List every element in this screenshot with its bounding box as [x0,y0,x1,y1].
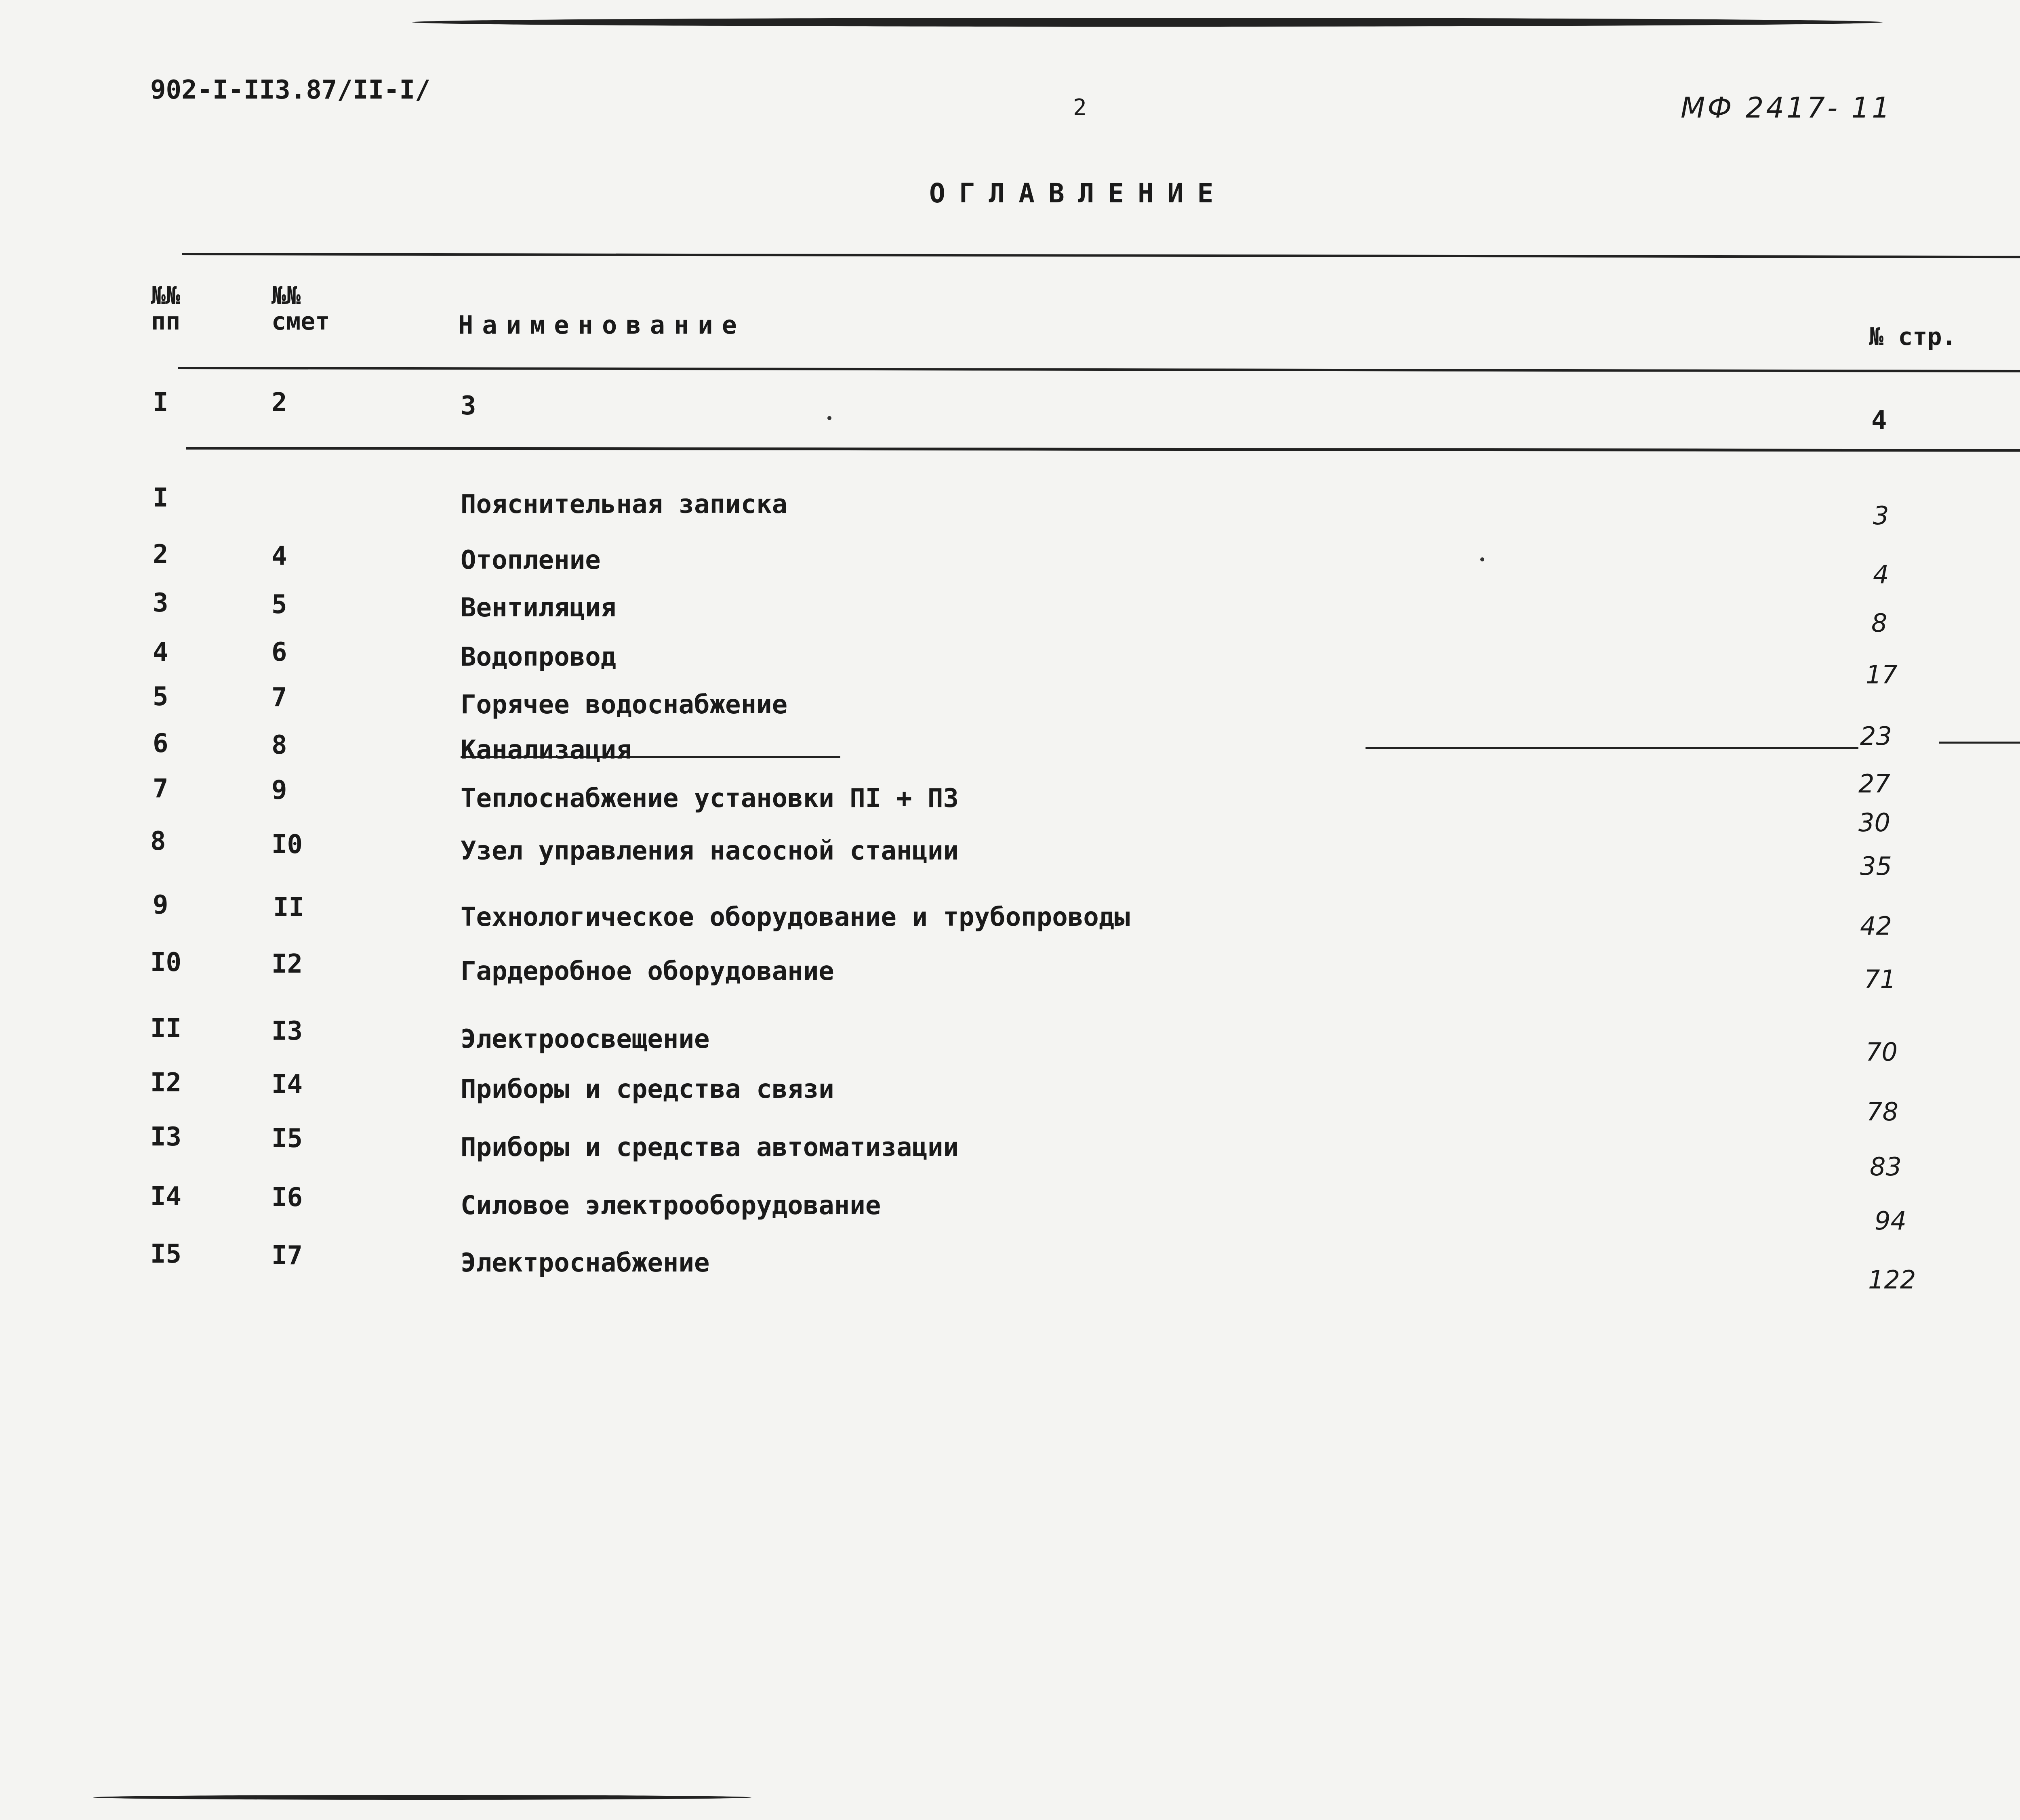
row-number: 6 [153,729,168,759]
row-number: I3 [150,1122,182,1152]
row-name: Электроосвещение [461,1024,710,1054]
document-code: МФ 2417- 11 [1681,91,1892,124]
row-number: I2 [150,1068,182,1098]
row-page: 94 [1875,1206,1906,1236]
column-number-3: 3 [461,391,476,421]
row-page: 78 [1866,1097,1898,1126]
column-numbers-rule [186,447,2020,452]
row-name: Узел управления насосной станции [461,836,959,866]
row-smeta: I4 [271,1070,303,1099]
row-smeta: I7 [271,1241,303,1271]
row-smeta: II [273,893,305,923]
row-page: 3 [1873,501,1889,530]
column-header-smeta-bottom: смет [271,307,330,336]
row-number: 7 [153,774,168,804]
column-header-number-bottom: пп [151,307,181,336]
row-name: Гардеробное оборудование [461,956,834,986]
row-page: 122 [1868,1265,1916,1295]
row-name: Водопровод [461,642,617,672]
row-page: 83 [1870,1152,1902,1181]
row-number: I5 [150,1239,182,1269]
row-smeta: I5 [271,1124,303,1154]
row-page: 8 [1871,608,1887,638]
scan-speck [827,416,831,420]
row-number: II [150,1014,182,1044]
row-name: Теплоснабжение установки ПI + П3 [461,784,959,813]
page-number: 2 [1073,95,1087,121]
column-header-number-top: №№ [151,282,181,310]
row-name: Пояснительная записка [461,490,788,519]
row-number: 2 [153,540,168,570]
row-name: Приборы и средства автоматизации [461,1133,959,1162]
row-page: 70 [1866,1037,1898,1067]
row-smeta: I0 [271,830,303,860]
table-top-rule [182,253,2020,258]
column-header-page: № стр. [1869,323,1957,351]
row-number: 4 [153,637,168,667]
row-name: Отопление [461,545,601,575]
row-page: 4 [1873,560,1889,589]
row-smeta: I6 [271,1183,303,1213]
column-header-smeta-top: №№ [271,282,301,310]
row-smeta: I3 [271,1016,303,1046]
scan-speck [1480,557,1484,561]
row-number: 9 [153,890,168,920]
top-scan-edge [412,18,1883,27]
row-number: I0 [150,948,182,977]
row-name: Горячее водоснабжение [461,690,788,720]
row-number: I [153,483,168,513]
row-number: I4 [150,1182,182,1212]
row-page: 35 [1860,851,1892,881]
row-smeta: 6 [271,637,287,667]
column-header-smeta [271,283,330,334]
row-smeta: 4 [271,541,287,571]
scan-streak-right [1939,742,2020,744]
row-page: 27 [1858,769,1890,799]
document-number: 902-I-II3.87/II-I/ [150,75,431,105]
row-page: 23 [1860,721,1892,751]
row-name: Вентиляция [461,593,617,623]
row-smeta: 5 [271,590,287,620]
row-smeta: 8 [271,730,287,760]
row-page: 30 [1858,808,1890,837]
row-number: 3 [153,588,168,618]
row-name: Канализация [461,735,632,765]
column-header-number [151,283,180,334]
column-number-1: I [153,388,168,418]
header-bottom-rule [178,367,2020,373]
row-smeta: I2 [271,949,303,979]
row-smeta: 7 [271,683,287,712]
row-name: Силовое электрооборудование [461,1191,881,1221]
column-header-name: Наименование [458,310,746,340]
row-name: Технологическое оборудование и трубопроводы [461,902,1130,932]
row-smeta: 9 [271,775,287,805]
column-number-4: 4 [1871,406,1887,435]
row-page: 17 [1866,660,1898,689]
bottom-scan-edge-left [93,1795,751,1800]
scan-streak [1366,747,1858,749]
row-name: Приборы и средства связи [461,1074,834,1104]
row-name: Электроснабжение [461,1248,710,1278]
row-page: 71 [1864,965,1896,994]
page-title: ОГЛАВЛЕНИЕ [929,178,1227,209]
row-number: 5 [153,682,168,712]
row-number: 8 [150,826,166,856]
column-number-2: 2 [271,388,287,418]
row-page: 42 [1860,911,1892,941]
